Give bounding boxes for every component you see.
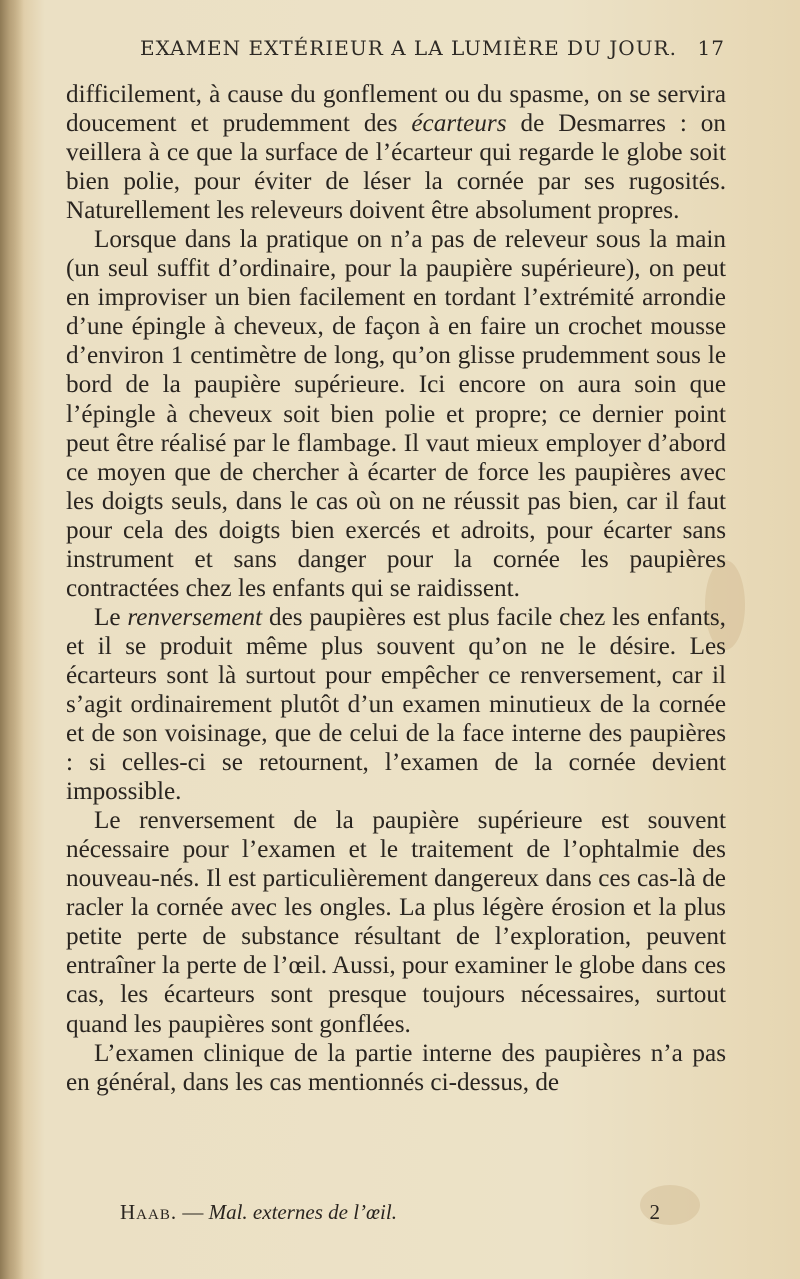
italic-term: écarteurs [411,110,507,138]
italic-term: renversement [127,603,263,631]
paragraph-text: de Desmarres : on veillera à ce que la surface de l’écarteur qui regarde le globe soit bien polie, pour éviter de léser la cornée par ses rugosités. Naturellement les releveurs doivent être absolument propres. [66,110,726,225]
paragraph-text: L’examen clinique de la partie interne des paupières n’a pas en général, dans les cas mentionnés ci-dessus, de [66,1039,726,1096]
body-text [66,80,726,1097]
paragraph-text: Le renversement de la paupière supérieure est souvent nécessaire pour l’examen et le traitement de l’ophtalmie des nouveau-nés. Il est particulièrement dangereux dans ces cas-là de racler la cornée avec les ongles. La plus légère érosion et la plus petite perte de substance résultant de l’exploration, peuvent entraîner la perte de l’œil. Aussi, pour examiner le globe dans ces cas, les écarteurs sont presque toujours nécessaires, surtout quand les paupières sont gonflées. [66,807,726,1038]
page-footer [120,1200,660,1230]
paragraph [66,80,726,225]
paragraph [66,603,726,806]
footer-short-title: Mal. externes de l’œil. [208,1200,397,1224]
footer-credit [120,1200,397,1225]
running-title: EXAMEN EXTÉRIEUR A LA LUMIÈRE DU JOUR. [140,36,677,60]
paragraph [66,806,726,1038]
footer-author: Haab. [120,1200,178,1224]
paragraph-text: Lorsque dans la pratique on n’a pas de releveur sous la main (un seul suffit d’ordinaire, pour la paupière supérieure), on peut en improviser un bien facilement en tordant l’extrémité arrondie d’une épingle à cheveux, de façon à en faire un crochet mousse d’environ 1 centimètre de long, qu’on glisse prudemment sous le bord de la paupière supérieure. Ici encore on aura soin que l’épingle à cheveux soit bien polie et propre; ce dernier point peut être réalisé par le flambage. Il vaut mieux employer d’abord ce moyen que de chercher à écarter de force les paupières avec les doigts seuls, dans le cas où on ne réussit pas bien, car il faut pour cela des doigts bien exercés et adroits, pour écarter sans instrument et sans danger pour la cornée les paupières contractées chez les enfants qui se raidissent. [66,226,726,602]
page-gutter-shadow [0,0,24,1279]
signature-mark: 2 [649,1200,660,1224]
paragraph-text: des paupières est plus facile chez les enfants, et il se produit même plus souvent qu’on ne le désire. Les écarteurs sont là surtout pour empêcher ce renversement, car il s’agit ordinairement plutôt d’un examen minutieux de la cornée et de son voisinage, que de celui de la face interne des paupières : si celles-ci se retournent, l’examen de la cornée devient impossible. [66,603,726,806]
paragraph-text: Le [94,603,128,631]
paragraph [66,225,726,603]
footer-dash: — [177,1200,209,1224]
paragraph-text: difficilement, à cause du gonflement ou du spasme, on se servira doucement et prudemment des [66,81,726,138]
page-number: 17 [697,36,725,60]
running-header [140,36,725,66]
paragraph [66,1039,726,1097]
